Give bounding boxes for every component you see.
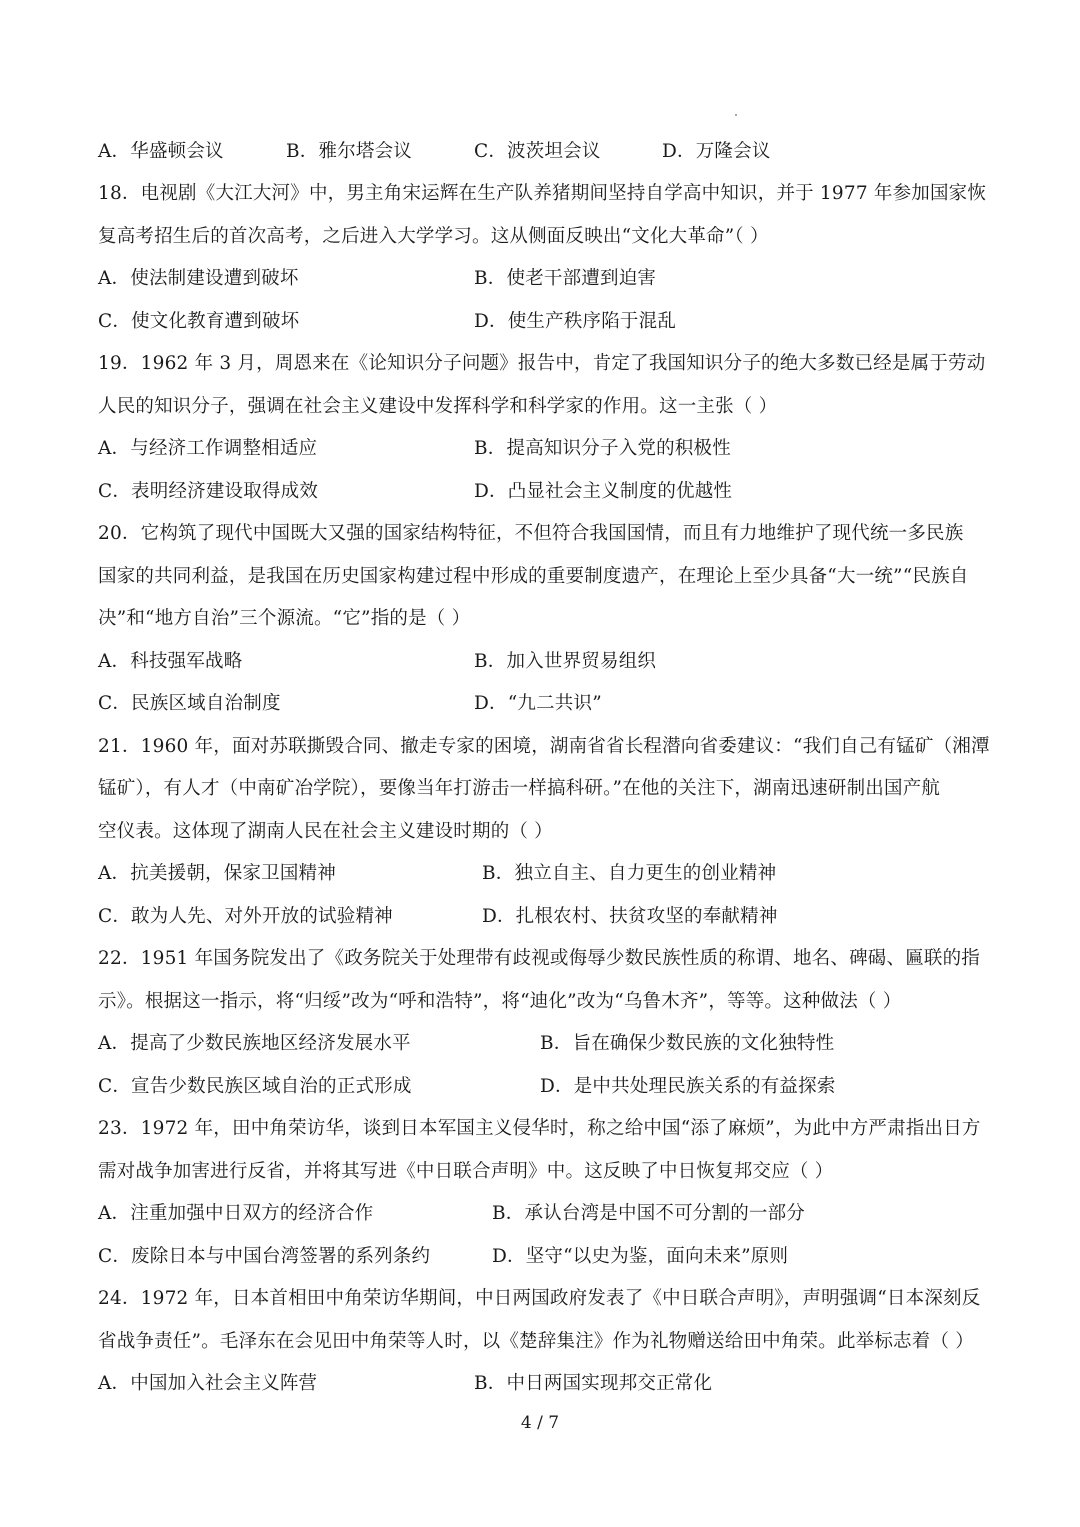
q18-option-b: B．使老干部遭到迫害: [474, 268, 657, 289]
q23-option-c: C．废除日本与中国台湾签署的系列条约: [98, 1246, 431, 1267]
q21-stem-line-1: 21．1960 年，面对苏联撕毁合同、撤走专家的困境，湖南省省长程潜向省委建议：“我们自己有锰矿（湘潭: [98, 736, 990, 757]
q20-option-c: C．民族区域自治制度: [98, 693, 281, 714]
q20-option-b: B．加入世界贸易组织: [474, 651, 657, 672]
q19-option-c: C．表明经济建设取得成效: [98, 481, 319, 502]
q22-stem-line-2: 示》。根据这一指示，将“归绥”改为“呼和浩特”，将“迪化”改为“乌鲁木齐”，等等。这种做法（ ）: [98, 991, 902, 1012]
q19-option-a: A．与经济工作调整相适应: [98, 438, 318, 459]
q21-option-d: D．扎根农村、扶贫攻坚的奉献精神: [482, 906, 778, 927]
q21-option-c: C．敢为人先、对外开放的试验精神: [98, 906, 393, 927]
q24-stem-line-1: 24．1972 年，日本首相田中角荣访华期间，中日两国政府发表了《中日联合声明》，声明强调“日本深刻反: [98, 1288, 981, 1309]
q19-stem-line-1: 19．1962 年 3 月，周恩来在《论知识分子问题》报告中，肯定了我国知识分子的绝大多数已经是属于劳动: [98, 353, 986, 374]
q21-stem-line-2: 锰矿），有人才（中南矿冶学院），要像当年打游击一样搞科研。”在他的关注下，湖南迅速研制出国产航: [98, 778, 941, 799]
q20-stem-line-2: 国家的共同利益，是我国在历史国家构建过程中形成的重要制度遗产，在理论上至少具备“大一统”“民族自: [98, 566, 969, 587]
q18-stem-line-1: 18．电视剧《大江大河》中，男主角宋运辉在生产队养猪期间坚持自学高中知识，并于 1977 年参加国家恢: [98, 183, 987, 204]
scan-dot: [735, 114, 737, 116]
q23-option-d: D．坚守“以史为鉴，面向未来”原则: [492, 1246, 789, 1267]
q23-stem-line-1: 23．1972 年，田中角荣访华，谈到日本军国主义侵华时，称之给中国“添了麻烦”，为此中方严肃指出日方: [98, 1118, 981, 1139]
q18-stem-line-2: 复高考招生后的首次高考，之后进入大学学习。这从侧面反映出“文化大革命”（ ）: [98, 226, 769, 247]
q18-option-a: A．使法制建设遭到破坏: [98, 268, 299, 289]
q23-option-a: A．注重加强中日双方的经济合作: [98, 1203, 374, 1224]
q20-stem-line-3: 决”和“地方自治”三个源流。“它”指的是（ ）: [98, 608, 471, 629]
q18-option-d: D．使生产秩序陷于混乱: [474, 311, 677, 332]
q21-option-b: B．独立自主、自力更生的创业精神: [482, 863, 777, 884]
q18-option-c: C．使文化教育遭到破坏: [98, 311, 300, 332]
q20-option-a: A．科技强军战略: [98, 651, 243, 672]
q20-option-d: D．“九二共识”: [474, 693, 602, 714]
q24-option-b: B．中日两国实现邦交正常化: [474, 1373, 713, 1394]
q19-option-b: B．提高知识分子入党的积极性: [474, 438, 731, 459]
q22-stem-line-1: 22．1951 年国务院发出了《政务院关于处理带有歧视或侮辱少数民族性质的称谓、地名、碑碣、匾联的指: [98, 948, 981, 969]
q20-stem-line-1: 20．它构筑了现代中国既大又强的国家结构特征，不但符合我国国情，而且有力地维护了现代统一多民族: [98, 523, 964, 544]
q17-option-b: B．雅尔塔会议: [286, 141, 412, 162]
q23-option-b: B．承认台湾是中国不可分割的一部分: [492, 1203, 805, 1224]
q19-option-d: D．凸显社会主义制度的优越性: [474, 481, 733, 502]
q22-option-b: B．旨在确保少数民族的文化独特性: [540, 1033, 835, 1054]
q21-stem-line-3: 空仪表。这体现了湖南人民在社会主义建设时期的（ ）: [98, 821, 553, 842]
q17-option-a: A．华盛顿会议: [98, 141, 224, 162]
q22-option-c: C．宣告少数民族区域自治的正式形成: [98, 1076, 412, 1097]
q23-stem-line-2: 需对战争加害进行反省，并将其写进《中日联合声明》中。这反映了中日恢复邦交应（ ）: [98, 1161, 834, 1182]
q17-option-d: D．万隆会议: [662, 141, 771, 162]
q19-stem-line-2: 人民的知识分子，强调在社会主义建设中发挥科学和科学家的作用。这一主张（ ）: [98, 396, 778, 417]
q22-option-d: D．是中共处理民族关系的有益探索: [540, 1076, 836, 1097]
q22-option-a: A．提高了少数民族地区经济发展水平: [98, 1033, 411, 1054]
q24-option-a: A．中国加入社会主义阵营: [98, 1373, 318, 1394]
page-number: 4 / 7: [520, 1413, 560, 1433]
q17-option-c: C．波茨坦会议: [474, 141, 601, 162]
q24-stem-line-2: 省战争责任”。毛泽东在会见田中角荣等人时，以《楚辞集注》作为礼物赠送给田中角荣。此举标志着（ ）: [98, 1331, 974, 1352]
q21-option-a: A．抗美援朝，保家卫国精神: [98, 863, 336, 884]
